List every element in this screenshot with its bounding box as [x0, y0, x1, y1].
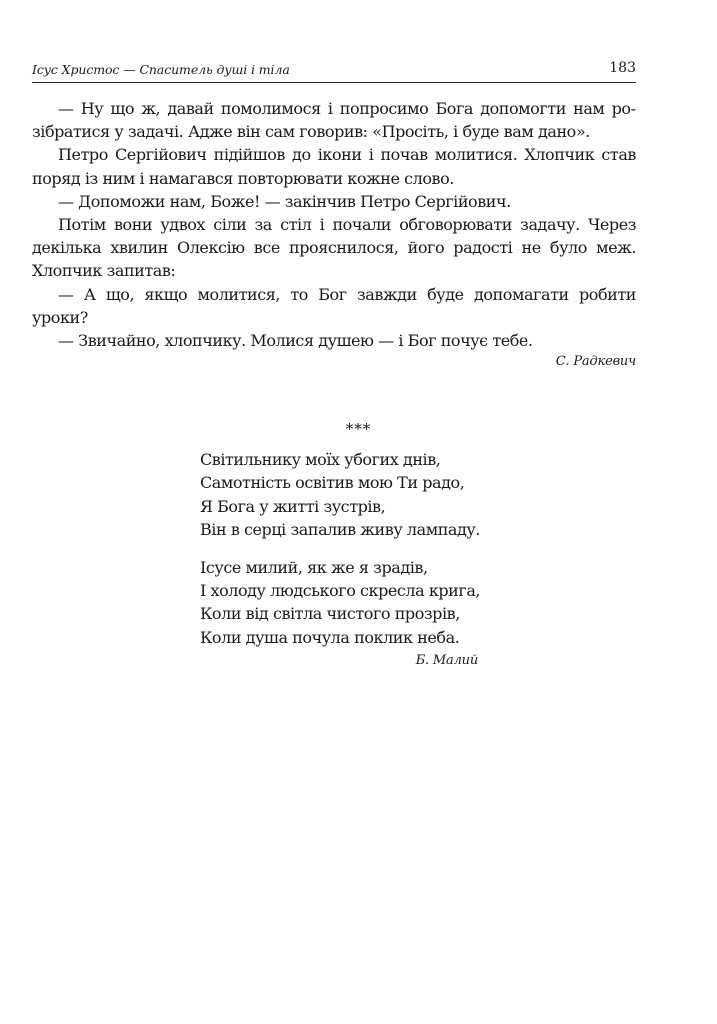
- poem-line: Коли від світла чистого прозрів,: [200, 604, 460, 624]
- story-paragraph: Петро Сергійович підійшов до ікони і почав молитися. Хлопчик став поряд із ним і намагався повторювати кожне слово.: [32, 145, 636, 188]
- poem: [200, 448, 490, 670]
- page-number: 183: [609, 60, 636, 76]
- poem-line: Самотність освітив мою Ти радо,: [200, 473, 465, 493]
- story-paragraph: — Ну що ж, давай помолимося і попросимо Бога допомогти нам розібратися у задачі. Адже він сам говорив: «Просіть, і буде вам дано».: [32, 99, 636, 142]
- story-author: С. Радкевич: [555, 354, 636, 370]
- poem-stanza: [200, 556, 490, 650]
- section-separator: ***: [345, 420, 372, 438]
- poem-line: Ісусе милий, як же я зрадів,: [200, 557, 428, 577]
- poem-author: Б. Малий: [415, 653, 478, 669]
- story-paragraph: — Допоможи нам, Боже! — закінчив Петро Сергійович.: [58, 191, 511, 211]
- story-text: [32, 97, 636, 371]
- poem-line: Він в серці запалив живу лампаду.: [200, 520, 481, 540]
- poem-line: Світильнику моїх убогих днів,: [200, 450, 441, 469]
- poem-stanza: [200, 448, 490, 542]
- poem-line: Я Бога у житті зустрів,: [200, 496, 386, 516]
- story-paragraph: — Звичайно, хлопчику. Молися душею — і Бог почує тебе.: [58, 331, 533, 351]
- poem-line: Коли душа почула поклик неба.: [200, 627, 460, 647]
- running-title: Ісус Христос — Спаситель душі і тіла: [32, 62, 290, 77]
- story-paragraph: — А що, якщо молитися, то Бог завжди буде допомагати робити уроки?: [32, 284, 636, 327]
- poem-line: І холоду людського скресла крига,: [200, 581, 481, 601]
- story-paragraph: Потім вони удвох сіли за стіл і почали обговорювати задачу. Через декілька хвилин Олексію все прояснилося, його радості не було меж. Хлопчик запитав:: [32, 215, 636, 281]
- page-header: [32, 60, 636, 83]
